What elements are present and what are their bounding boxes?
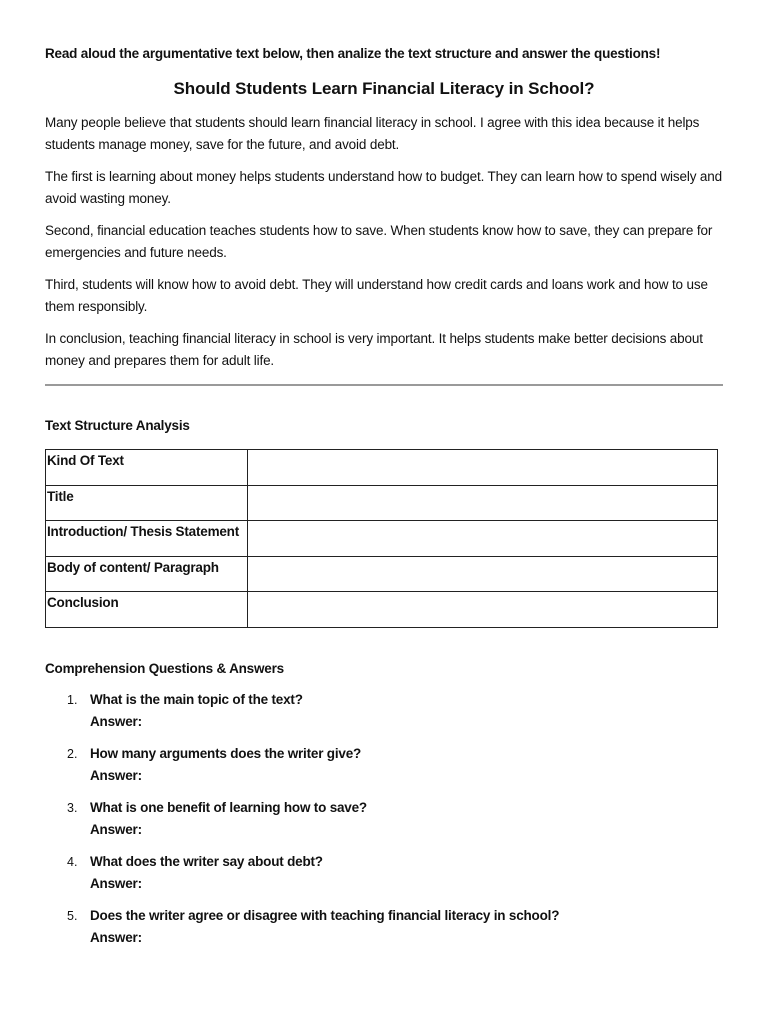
table-row (46, 556, 718, 592)
comprehension-heading: Comprehension Questions & Answers (45, 660, 284, 676)
question-text: What is the main topic of the text? (90, 691, 303, 707)
list-item (45, 905, 723, 949)
section-divider (45, 384, 723, 386)
question-text: Does the writer agree or disagree with teaching financial literacy in school? (90, 907, 560, 923)
row-label: Body of content/ Paragraph (46, 556, 248, 592)
list-item (45, 689, 723, 733)
question-number: 3. (67, 800, 78, 815)
question-number: 2. (67, 746, 78, 761)
paragraph-first-argument: The first is learning about money helps students understand how to budget. They can learn how to spend wisely and avoid wasting money. (45, 169, 722, 206)
question-number: 5. (67, 908, 78, 923)
answer-label: Answer: (90, 875, 142, 891)
text-structure-table (45, 449, 718, 628)
answer-label: Answer: (90, 821, 142, 837)
paragraph-introduction: Many people believe that students should learn financial literacy in school. I agree with this idea because it helps students manage money, save for the future, and avoid debt. (45, 115, 700, 152)
answer-cell[interactable] (248, 592, 718, 628)
row-label: Kind Of Text (46, 450, 248, 486)
question-text: What is one benefit of learning how to save? (90, 799, 367, 815)
table-row (46, 521, 718, 557)
answer-cell[interactable] (248, 485, 718, 521)
question-list (45, 689, 723, 949)
page-title: Should Students Learn Financial Literacy in School? (173, 79, 595, 98)
answer-cell[interactable] (248, 556, 718, 592)
answer-label: Answer: (90, 929, 142, 945)
question-text: How many arguments does the writer give? (90, 745, 362, 761)
answer-cell[interactable] (248, 450, 718, 486)
question-text: What does the writer say about debt? (90, 853, 323, 869)
paragraph-second-argument: Second, financial education teaches students how to save. When students know how to save, they can prepare for emergencies and future needs. (45, 223, 713, 260)
paragraph-conclusion: In conclusion, teaching financial literacy in school is very important. It helps students make better decisions about money and prepares them for adult life. (45, 331, 703, 368)
instruction-text: Read aloud the argumentative text below, then analize the text structure and answer the questions! (45, 46, 661, 61)
row-label: Conclusion (46, 592, 248, 628)
paragraph-third-argument: Third, students will know how to avoid debt. They will understand how credit cards and loans work and how to use them responsibly. (45, 277, 708, 314)
question-number: 1. (67, 692, 78, 707)
list-item (45, 797, 723, 841)
table-row (46, 592, 718, 628)
worksheet-page (45, 44, 723, 959)
list-item (45, 743, 723, 787)
table-row (46, 450, 718, 486)
answer-label: Answer: (90, 767, 142, 783)
argumentative-text (45, 112, 723, 371)
analysis-heading: Text Structure Analysis (45, 418, 190, 433)
question-number: 4. (67, 854, 78, 869)
list-item (45, 851, 723, 895)
answer-cell[interactable] (248, 521, 718, 557)
row-label: Title (46, 485, 248, 521)
table-row (46, 485, 718, 521)
row-label: Introduction/ Thesis Statement (46, 521, 248, 557)
answer-label: Answer: (90, 713, 142, 729)
